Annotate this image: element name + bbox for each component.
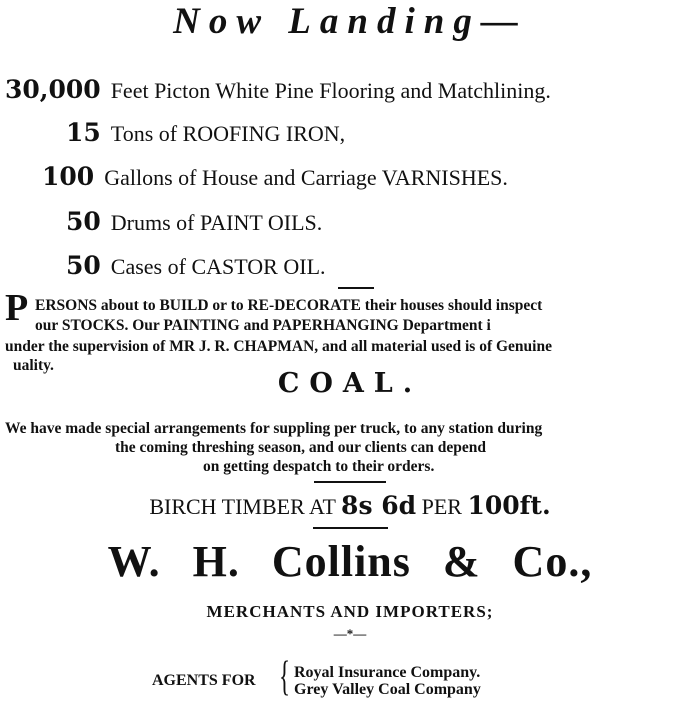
headline: Now Landing—	[173, 1, 527, 42]
coal-line: We have made special arrangements for suppling per truck, to any station during	[5, 420, 543, 437]
brace: {	[279, 654, 291, 700]
divider	[313, 527, 388, 529]
item-description: Cases of CASTOR OIL.	[110, 254, 326, 279]
persons-line: uality.	[13, 357, 54, 374]
coal-line: on getting despatch to their orders.	[203, 458, 435, 475]
item-quantity: 50	[66, 251, 101, 280]
agents-label: AGENTS FOR	[152, 672, 256, 689]
item-quantity: 50	[66, 207, 101, 236]
birch-price: 8s 6d	[341, 491, 417, 520]
persons-line: ERSONS about to BUILD or to RE-DECORATE their houses should inspect	[35, 297, 543, 314]
item-quantity: 15	[66, 118, 101, 147]
agent-item: Royal Insurance Company.	[294, 664, 481, 681]
coal-line: the coming threshing season, and our clients can depend	[115, 439, 487, 456]
list-item	[66, 118, 345, 147]
item-description: Drums of PAINT OILS.	[110, 210, 323, 235]
item-description: Gallons of House and Carriage VARNISHES.	[104, 165, 508, 190]
agent-item: Grey Valley Coal Company	[294, 681, 481, 698]
ornament: —*—	[333, 626, 367, 641]
birch-middle: PER	[421, 494, 462, 519]
item-description: Feet Picton White Pine Flooring and Matchlining.	[110, 78, 551, 103]
firm-tagline: MERCHANTS AND IMPORTERS;	[206, 602, 494, 621]
persons-line: under the supervision of MR J. R. CHAPMAN, and all material used is of Genuine	[5, 338, 552, 355]
item-quantity: 30,000	[5, 75, 101, 104]
drop-cap: P	[5, 287, 29, 329]
list-item	[66, 251, 326, 280]
persons-line: our STOCKS. Our PAINTING and PAPERHANGING Department i	[35, 317, 491, 334]
birch-timber-line	[0, 491, 700, 520]
divider	[338, 287, 374, 289]
birch-unit: 100ft.	[467, 491, 551, 520]
firm-name: W. H. Collins & Co.,	[107, 537, 593, 586]
divider	[314, 481, 386, 483]
item-quantity: 100	[42, 162, 95, 191]
list-item	[66, 207, 322, 236]
coal-heading: COAL.	[277, 368, 423, 399]
birch-prefix: BIRCH TIMBER AT	[149, 494, 336, 519]
list-item	[42, 162, 508, 191]
item-description: Tons of ROOFING IRON,	[110, 121, 346, 146]
list-item	[5, 75, 551, 104]
